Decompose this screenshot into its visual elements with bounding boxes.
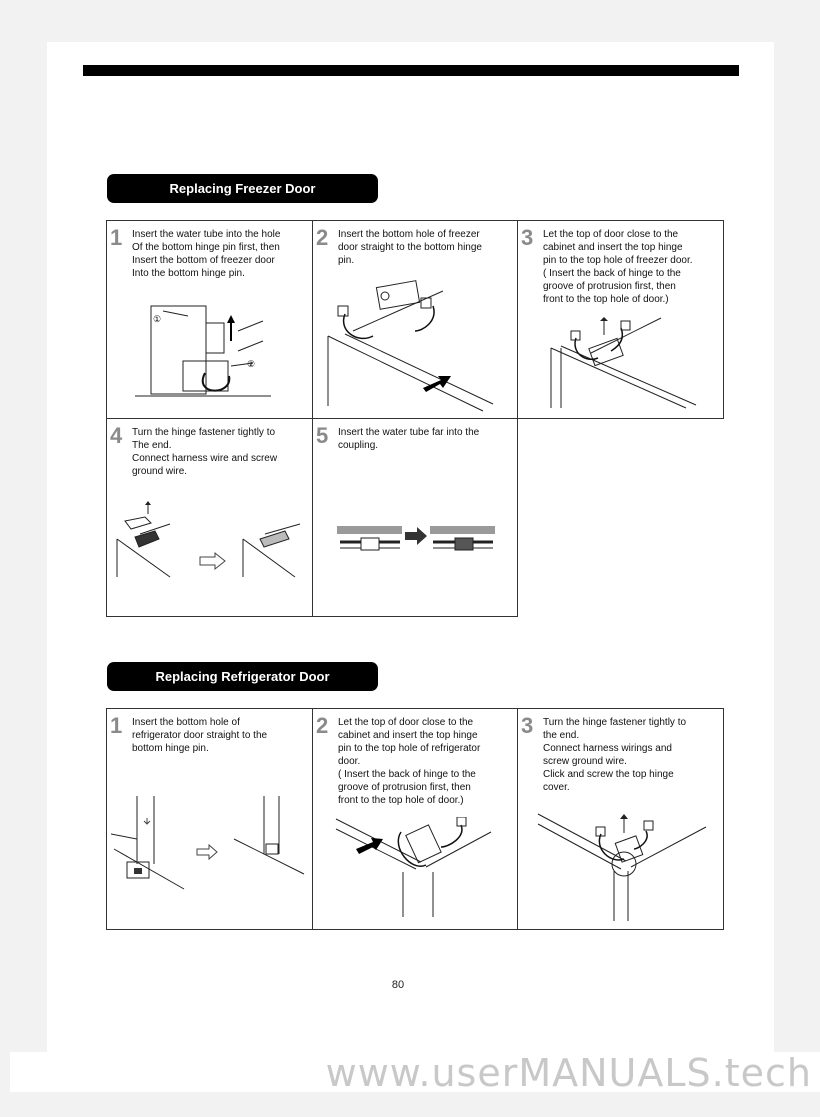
freezer-step-1 xyxy=(106,220,313,419)
step-number: 3 xyxy=(521,713,534,738)
water-tube-coupling-illustration xyxy=(335,522,500,562)
step-number: 4 xyxy=(110,423,123,448)
step-number: 2 xyxy=(316,225,329,250)
refrigerator-bottom-hinge-illustration xyxy=(109,794,309,894)
step-number: 1 xyxy=(110,225,123,250)
refrigerator-step-2 xyxy=(312,708,518,930)
step-number: 3 xyxy=(521,225,534,250)
step-text: Turn the hinge fastener tightly to The end. Connect harness wire and screw ground wire. xyxy=(132,427,278,477)
header-rule xyxy=(83,65,739,76)
step-number: 2 xyxy=(316,713,329,738)
step-text: Insert the bottom hole of freezer door straight to the bottom hinge pin. xyxy=(338,229,482,266)
refrigerator-hinge-cover-illustration xyxy=(536,809,716,924)
top-hinge-freezer-illustration xyxy=(546,313,716,413)
bottom-hinge-illustration xyxy=(323,276,508,416)
freezer-step-2 xyxy=(312,220,518,419)
step-text: Let the top of door close to the cabinet and insert the top hinge pin to the top hole of refrigerator door. ( Insert the back of hinge to the groove of protrusion first, then front to the top hole of door.) xyxy=(338,717,481,806)
refrigerator-section-title: Replacing Refrigerator Door xyxy=(107,662,378,691)
refrigerator-step-3 xyxy=(517,708,724,930)
refrigerator-step-1 xyxy=(106,708,313,930)
freezer-step-3 xyxy=(517,220,724,419)
step-number: 5 xyxy=(316,423,329,448)
watermark: www.userMANUALS.tech xyxy=(325,1051,812,1095)
step-text: Insert the bottom hole of refrigerator door straight to the bottom hinge pin. xyxy=(132,717,268,754)
callout-2: ② xyxy=(247,359,256,369)
callout-1: ① xyxy=(153,314,162,324)
page-number: 80 xyxy=(391,979,405,991)
freezer-step-4 xyxy=(106,418,313,617)
step-text: Let the top of door close to the cabinet and insert the top hinge pin to the top hole of freezer door. ( Insert the back of hinge to the groove of protrusion first, then front to the top hole of door.) xyxy=(543,229,693,305)
step-text: Turn the hinge fastener tightly to the end. Connect harness wirings and screw ground wire. Click and screw the top hinge cover. xyxy=(543,717,687,793)
freezer-step-5 xyxy=(312,418,518,617)
freezer-section-title: Replacing Freezer Door xyxy=(107,174,378,203)
hinge-fastener-illustration xyxy=(115,499,310,579)
step-number: 1 xyxy=(110,713,123,738)
step-text: Insert the water tube into the hole Of the bottom hinge pin first, then Insert the bottom of freezer door Into the bottom hinge pin. xyxy=(132,229,281,279)
refrigerator-top-hinge-illustration xyxy=(331,817,511,922)
step-text: Insert the water tube far into the coupling. xyxy=(338,427,480,451)
